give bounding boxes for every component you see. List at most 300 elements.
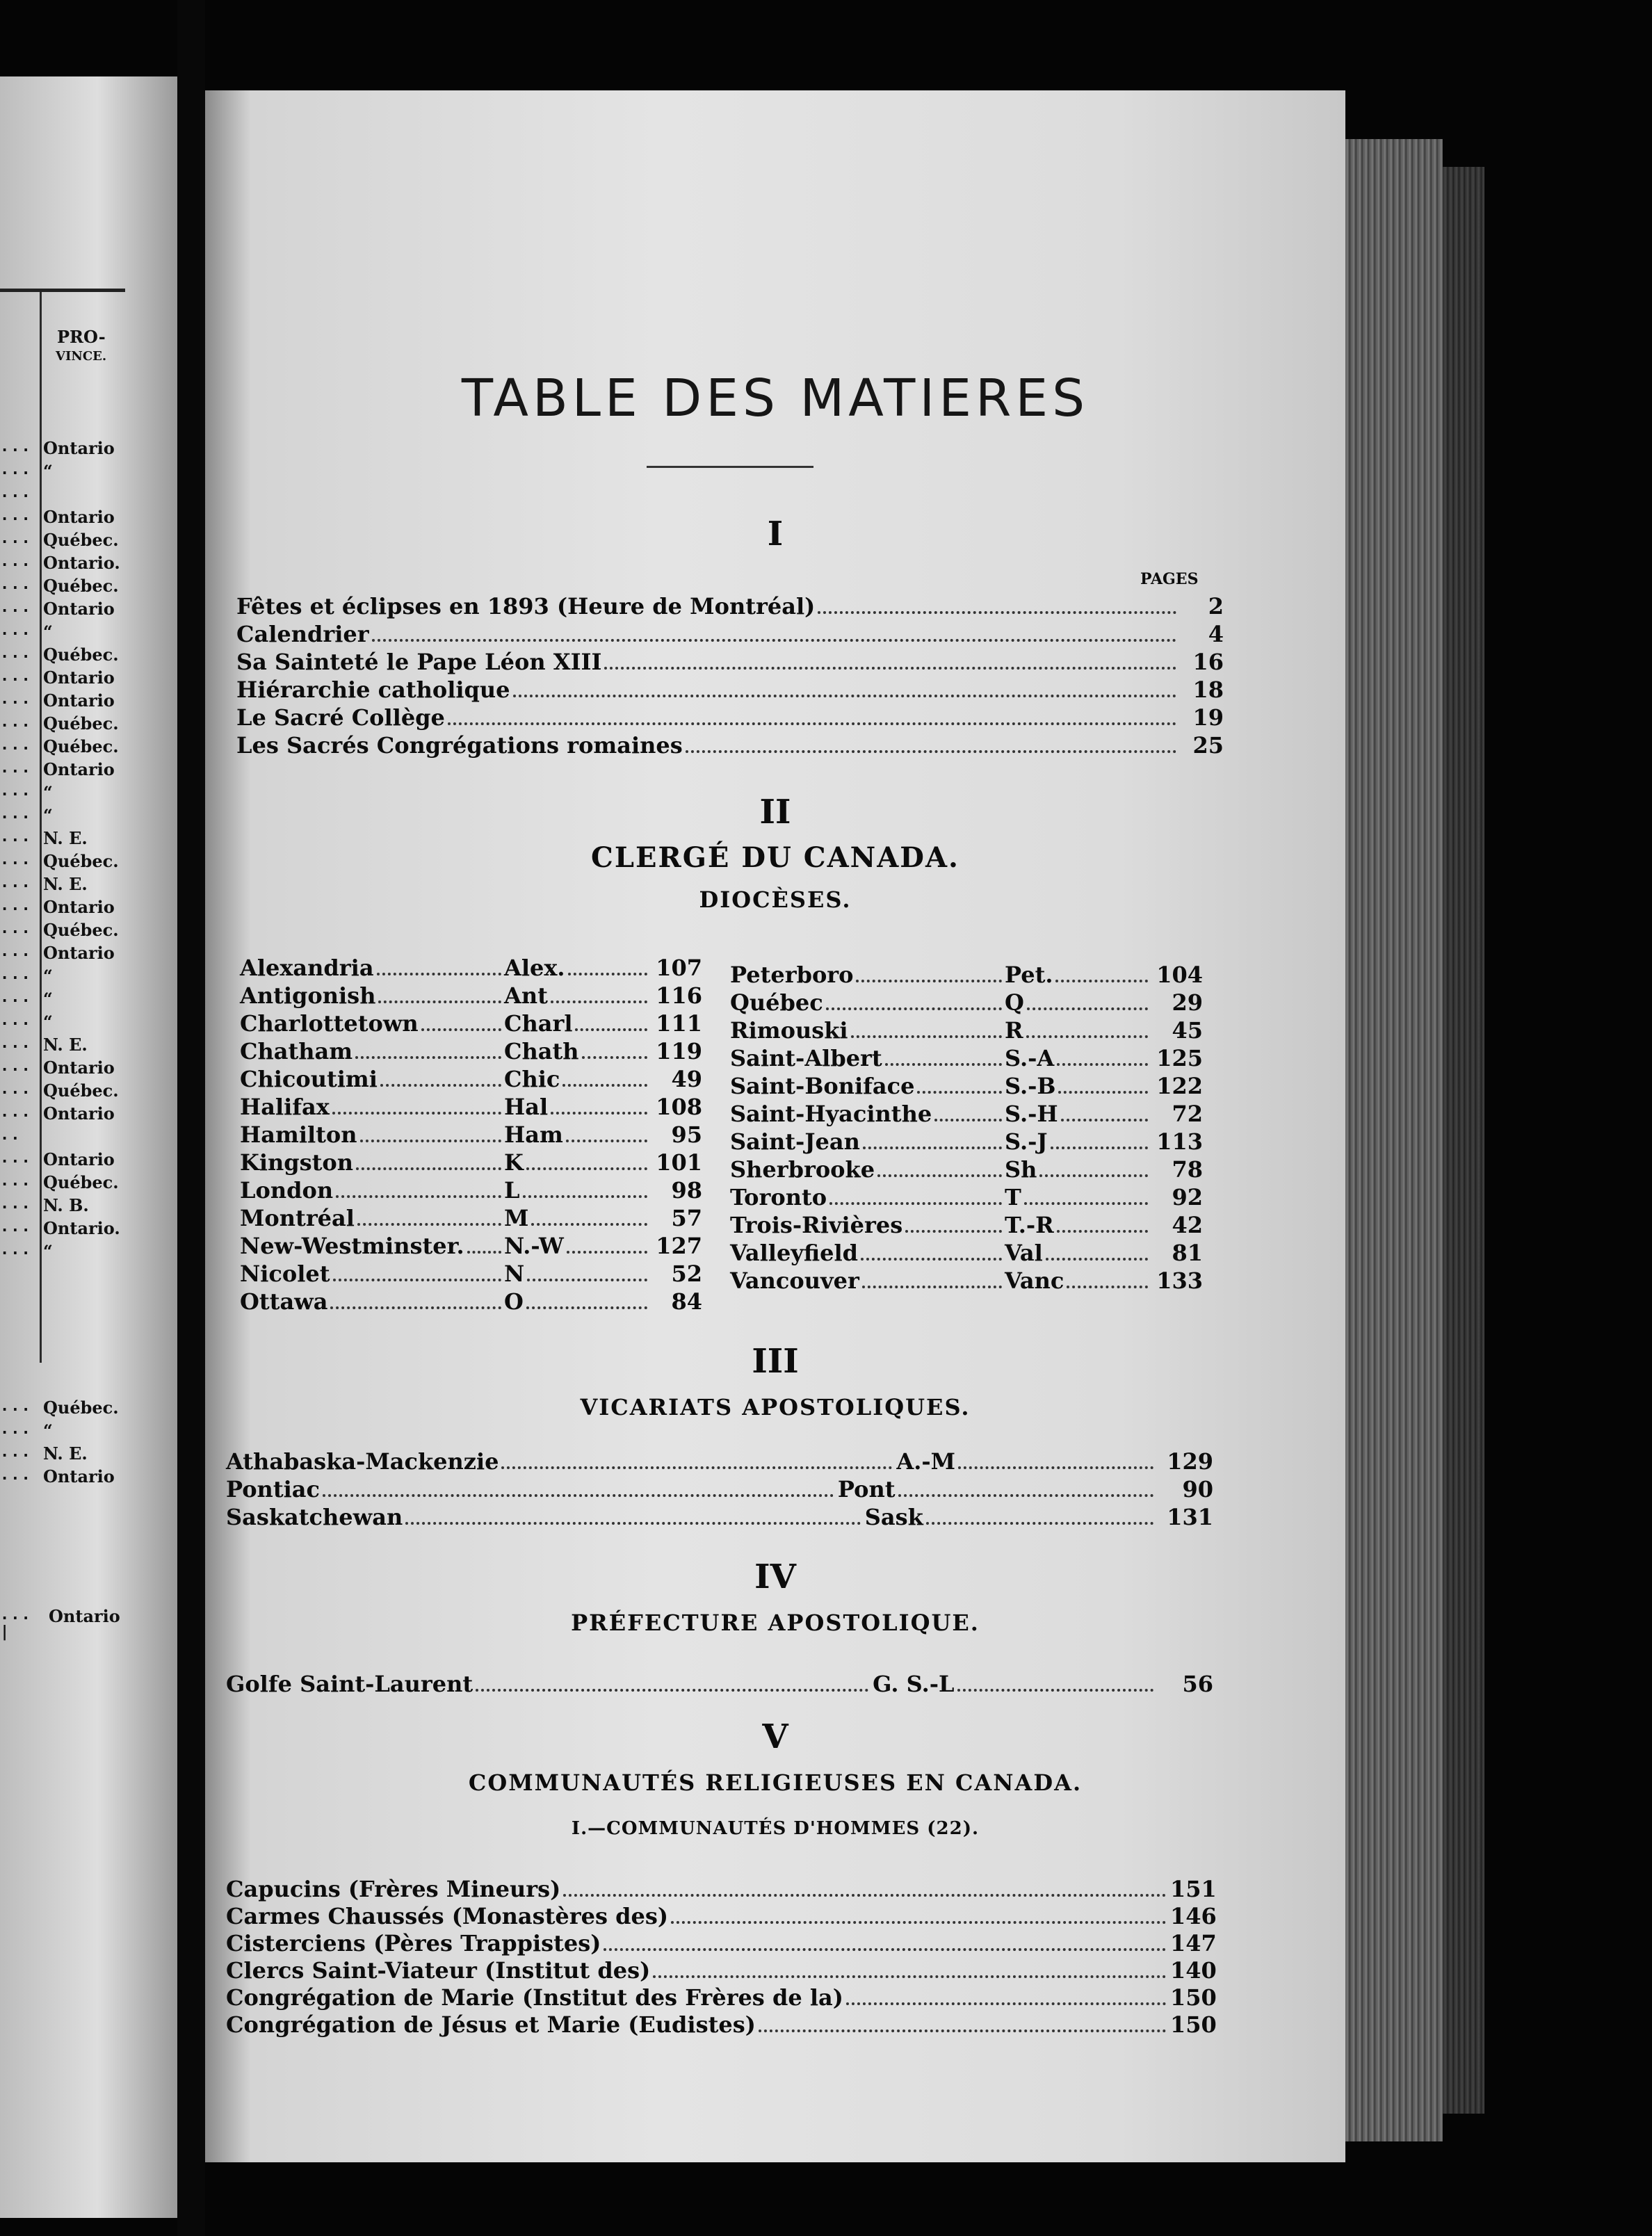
diocese-entry xyxy=(730,963,1203,988)
dot-leader xyxy=(934,1119,1002,1121)
left-page-row-province: “ xyxy=(43,805,53,825)
section-2-heading: CLERGÉ DU CANADA. xyxy=(591,841,959,874)
left-page-row-province: Québec. xyxy=(43,530,119,550)
pages-column-label: PAGES xyxy=(1140,570,1199,588)
left-page-row-dots: ... xyxy=(0,484,32,501)
diocese-page: 57 xyxy=(671,1205,702,1231)
diocese-name: Nicolet xyxy=(240,1261,330,1287)
toc-entry-title: Congrégation de Marie (Institut des Frères de la) xyxy=(226,1984,843,2011)
diocese-abbreviation: K xyxy=(504,1149,524,1176)
left-page-row xyxy=(0,782,177,804)
diocese-name: Peterboro xyxy=(730,962,854,988)
dot-leader xyxy=(567,1251,647,1254)
left-page-row-dots: ... xyxy=(0,1218,32,1236)
dot-leader xyxy=(562,1084,647,1087)
diocese-entry xyxy=(730,1185,1203,1210)
toc-entry-title: Cisterciens (Pères Trappistes) xyxy=(226,1930,601,1956)
diocese-abbr-cell xyxy=(504,1288,650,1315)
diocese-name-cell xyxy=(240,1233,504,1259)
diocese-name-cell xyxy=(730,1267,1005,1294)
dot-leader xyxy=(862,1286,1002,1288)
diocese-page: 84 xyxy=(671,1288,702,1315)
toc-entry-page: 146 xyxy=(1170,1903,1217,1929)
left-page-row-dots: ... xyxy=(0,599,32,616)
left-page-row-dots: ... xyxy=(0,461,32,478)
toc-entry xyxy=(236,678,1224,703)
dot-leader xyxy=(957,1689,1153,1692)
diocese-name-cell xyxy=(730,1240,1005,1266)
left-page-row xyxy=(0,966,177,988)
left-page-row xyxy=(0,530,177,552)
dot-leader xyxy=(372,639,1176,642)
dot-leader xyxy=(846,2002,1166,2005)
diocese-name-cell xyxy=(240,1066,504,1092)
toc-entry-title: Le Sacré Collège xyxy=(236,704,445,731)
toc-entry-page: 147 xyxy=(1170,1930,1217,1956)
diocese-entry xyxy=(730,1046,1203,1071)
diocese-page: 113 xyxy=(1156,1128,1203,1155)
toc-entry xyxy=(226,1930,1217,1956)
toc-entry xyxy=(226,1477,1213,1502)
left-page-row xyxy=(0,1103,177,1126)
diocese-abbreviation: N.-W xyxy=(504,1233,564,1259)
left-page-row-dots: ... xyxy=(0,530,32,547)
left-page-header-line-2: VINCE. xyxy=(56,349,107,364)
toc-entry xyxy=(236,706,1224,731)
section-5-heading: COMMUNAUTÉS RELIGIEUSES EN CANADA. xyxy=(468,1769,1083,1796)
left-page-row-province: Ontario xyxy=(43,667,115,688)
left-page-row xyxy=(0,1398,177,1420)
diocese-abbreviation: O xyxy=(504,1288,524,1315)
dot-leader xyxy=(1058,1091,1148,1094)
diocese-name: Antigonish xyxy=(240,982,376,1009)
toc-entry-name: Athabaska-Mackenzie xyxy=(226,1448,499,1475)
diocese-entry xyxy=(730,1102,1203,1127)
dot-leader xyxy=(1027,1007,1148,1010)
diocese-page: 122 xyxy=(1156,1073,1203,1099)
left-page-row-province: Ontario xyxy=(43,507,115,527)
left-page-row-dots: ... xyxy=(0,989,32,1006)
diocese-entry xyxy=(240,984,702,1009)
dot-leader xyxy=(1055,980,1148,982)
dot-leader xyxy=(905,1230,1002,1233)
dot-leader xyxy=(898,1494,1153,1497)
diocese-name: Saint-Hyacinthe xyxy=(730,1101,932,1127)
left-page-row-province: N. E. xyxy=(43,1035,88,1055)
diocese-abbr-cell xyxy=(1005,1156,1151,1183)
toc-entry-title: Hiérarchie catholique xyxy=(236,677,510,703)
diocese-name: Vancouver xyxy=(730,1267,859,1294)
diocese-abbr-cell xyxy=(1005,1073,1151,1099)
toc-entry xyxy=(226,1903,1217,1929)
diocese-entry xyxy=(730,1019,1203,1044)
diocese-name-cell xyxy=(240,955,504,981)
toc-entry xyxy=(226,1505,1213,1530)
diocese-abbreviation: Q xyxy=(1005,989,1024,1016)
left-page-row-province: “ xyxy=(43,782,53,802)
toc-entry xyxy=(226,1672,1213,1697)
left-page-row-dots: ... xyxy=(0,736,32,754)
diocese-entry xyxy=(240,1178,702,1204)
toc-entry-page: 150 xyxy=(1170,2011,1217,2038)
dot-leader xyxy=(355,1056,501,1059)
dot-leader xyxy=(421,1028,501,1031)
dot-leader xyxy=(563,1894,1166,1897)
left-page-row-province: “ xyxy=(43,989,53,1009)
toc-entry-page: 56 xyxy=(1182,1671,1213,1697)
left-page-row xyxy=(0,667,177,690)
diocese-page: 108 xyxy=(656,1094,702,1120)
toc-entry-page: 25 xyxy=(1192,732,1224,759)
left-page-row-province: N. E. xyxy=(43,828,88,848)
dot-leader xyxy=(1061,1119,1148,1121)
left-page-row-province: “ xyxy=(43,1012,53,1032)
dot-leader xyxy=(958,1466,1153,1469)
diocese-abbreviation: Vanc xyxy=(1005,1267,1064,1294)
left-page-row xyxy=(0,1172,177,1194)
diocese-entry xyxy=(240,956,702,981)
diocese-name-cell xyxy=(240,1205,504,1231)
dot-leader xyxy=(378,1000,501,1003)
toc-entry-page: 131 xyxy=(1167,1504,1213,1530)
toc-entry-title: Calendrier xyxy=(236,621,369,647)
left-page-row-dots: ... xyxy=(0,782,32,800)
left-page-row-dots: ... xyxy=(0,1398,32,1415)
title-rule xyxy=(647,466,813,468)
left-page-row xyxy=(0,1012,177,1034)
diocese-name: Halifax xyxy=(240,1094,330,1120)
diocese-name: Saint-Jean xyxy=(730,1128,860,1155)
section-4-numeral: IV xyxy=(754,1557,796,1596)
left-page-row xyxy=(0,1149,177,1172)
dot-leader xyxy=(566,1140,647,1142)
diocese-name-cell xyxy=(730,1101,1005,1127)
dot-leader xyxy=(604,667,1176,670)
diocese-abbr-cell xyxy=(1005,1101,1151,1127)
dot-leader xyxy=(1026,1035,1148,1038)
left-page-row xyxy=(0,920,177,942)
toc-entry-page: 4 xyxy=(1208,621,1224,647)
diocese-page: 29 xyxy=(1172,989,1203,1016)
left-page-row-province: N. E. xyxy=(43,1443,88,1464)
left-page-row-dots: ... xyxy=(0,1443,32,1461)
section-3-heading: VICARIATS APOSTOLIQUES. xyxy=(580,1394,971,1420)
dot-leader xyxy=(332,1112,501,1115)
book-binding-gap xyxy=(177,0,205,2236)
diocese-name: Chicoutimi xyxy=(240,1066,378,1092)
diocese-abbr-cell xyxy=(504,1121,650,1148)
dot-leader xyxy=(356,1167,501,1170)
left-page-row xyxy=(0,1443,177,1466)
diocese-page: 111 xyxy=(656,1010,702,1037)
left-page-row xyxy=(0,553,177,575)
dot-leader xyxy=(653,1975,1166,1978)
section-2-numeral: II xyxy=(759,793,791,832)
diocese-page: 72 xyxy=(1172,1101,1203,1127)
diocese-name: Charlottetown xyxy=(240,1010,419,1037)
diocese-abbreviation: Sh xyxy=(1005,1156,1037,1183)
toc-entry-abbreviation: G. S.-L xyxy=(873,1671,955,1697)
dot-leader xyxy=(926,1522,1153,1525)
left-page-row-dots: ... xyxy=(0,1012,32,1029)
dot-leader xyxy=(686,750,1176,753)
left-page-row xyxy=(0,1606,177,1641)
diocese-abbreviation: Ham xyxy=(504,1121,563,1148)
dot-leader xyxy=(877,1174,1002,1177)
left-page-row xyxy=(0,1420,177,1443)
diocese-name: Trois-Rivières xyxy=(730,1212,903,1238)
left-page-row-province: Québec. xyxy=(43,1398,119,1418)
diocese-name-cell xyxy=(730,962,1005,988)
diocese-abbr-cell xyxy=(1005,962,1151,988)
toc-entry xyxy=(236,594,1224,619)
toc-entry-abbreviation: A.-M xyxy=(896,1448,956,1475)
diocese-abbreviation: T xyxy=(1005,1184,1021,1210)
dot-leader xyxy=(856,980,1002,982)
diocese-name: Rimouski xyxy=(730,1017,848,1044)
diocese-name-cell xyxy=(240,1121,504,1148)
left-page-row-dots: ... xyxy=(0,1058,32,1075)
diocese-abbreviation: Pet. xyxy=(1005,962,1053,988)
diocese-name-cell xyxy=(240,1094,504,1120)
diocese-page: 52 xyxy=(671,1261,702,1287)
diocese-abbr-cell xyxy=(504,1038,650,1064)
diocese-abbr-cell xyxy=(1005,1128,1151,1155)
left-page-row-province: Ontario xyxy=(43,759,115,779)
left-page-row-dots: ... xyxy=(0,851,32,868)
diocese-name: Montréal xyxy=(240,1205,355,1231)
diocese-page: 78 xyxy=(1172,1156,1203,1183)
diocese-name-cell xyxy=(730,1073,1005,1099)
toc-entry-abbreviation: Sask xyxy=(864,1504,923,1530)
diocese-name-cell xyxy=(730,1156,1005,1183)
dot-leader xyxy=(526,1167,647,1170)
diocese-entry xyxy=(240,1234,702,1259)
diocese-page: 45 xyxy=(1172,1017,1203,1044)
dot-leader xyxy=(826,1007,1002,1010)
dot-leader xyxy=(551,1112,647,1115)
section-4-heading: PRÉFECTURE APOSTOLIQUE. xyxy=(571,1610,980,1636)
diocese-name-cell xyxy=(240,1010,504,1037)
left-page-row-dots: ... xyxy=(0,438,32,455)
left-page-row-dots: ... xyxy=(0,759,32,777)
left-page-row xyxy=(0,943,177,965)
left-page-row-province: Ontario xyxy=(43,1149,115,1169)
left-page-top-rule xyxy=(0,289,125,292)
left-page-row-province: Ontario xyxy=(43,897,115,917)
diocese-abbreviation: S.-A xyxy=(1005,1045,1055,1071)
left-page-row-dots: ... xyxy=(0,943,32,960)
left-page-row-dots: ... xyxy=(0,828,32,845)
left-page-row-province: “ xyxy=(43,1420,53,1441)
dot-leader xyxy=(551,1000,647,1003)
diocese-abbreviation: Val xyxy=(1005,1240,1043,1266)
left-page-row xyxy=(0,874,177,896)
left-page-row-province: Ontario xyxy=(43,943,115,963)
dot-leader xyxy=(671,1921,1166,1924)
diocese-entry xyxy=(240,1290,702,1315)
left-page-row xyxy=(0,736,177,759)
left-page-row xyxy=(0,989,177,1011)
diocese-name-cell xyxy=(240,1177,504,1204)
dot-leader xyxy=(476,1689,868,1692)
left-page-row-province: Québec. xyxy=(43,645,119,665)
diocese-name-cell xyxy=(240,1149,504,1176)
diocese-page: 81 xyxy=(1172,1240,1203,1266)
toc-entry-title: Sa Sainteté le Pape Léon XIII xyxy=(236,649,602,675)
dot-leader xyxy=(357,1223,501,1226)
dot-leader xyxy=(861,1258,1002,1261)
diocese-name-cell xyxy=(240,1288,504,1315)
toc-entry-title: Fêtes et éclipses en 1893 (Heure de Montréal) xyxy=(236,593,816,619)
left-page-row-province: Québec. xyxy=(43,713,119,734)
dot-leader xyxy=(568,973,647,975)
left-page-row xyxy=(0,461,177,483)
toc-entry-page: 150 xyxy=(1170,1984,1217,2011)
diocese-abbr-cell xyxy=(504,1261,650,1287)
left-page-row xyxy=(0,576,177,598)
diocese-abbr-cell xyxy=(1005,1267,1151,1294)
dot-leader xyxy=(333,1279,501,1281)
diocese-name-cell xyxy=(730,1212,1005,1238)
diocese-abbreviation: Hal xyxy=(504,1094,549,1120)
dot-leader xyxy=(501,1466,892,1469)
left-page-row xyxy=(0,645,177,667)
dot-leader xyxy=(527,1279,647,1281)
toc-entry-name: Golfe Saint-Laurent xyxy=(226,1671,473,1697)
dot-leader xyxy=(380,1084,501,1087)
toc-entry xyxy=(236,650,1224,675)
left-page-row-dots: .. xyxy=(0,1126,22,1144)
left-page-row-province: “ xyxy=(43,622,53,642)
left-page-row-dots: ... xyxy=(0,874,32,891)
diocese-entry xyxy=(240,1206,702,1231)
diocese-name-cell xyxy=(240,982,504,1009)
diocese-abbr-cell xyxy=(1005,1212,1151,1238)
diocese-abbreviation: N xyxy=(504,1261,525,1287)
left-page-row xyxy=(0,1126,177,1149)
left-facing-page xyxy=(0,76,177,2218)
diocese-abbreviation: Alex. xyxy=(504,955,565,981)
diocese-page: 107 xyxy=(656,955,702,981)
left-page-row-dots: ... xyxy=(0,1172,32,1190)
left-page-row-province: Québec. xyxy=(43,736,119,756)
diocese-abbr-cell xyxy=(504,1094,650,1120)
diocese-entry xyxy=(730,1074,1203,1099)
left-page-row-dots: ... xyxy=(0,645,32,662)
left-page-row-dots: ... xyxy=(0,553,32,570)
diocese-name: New-Westminster. xyxy=(240,1233,464,1259)
left-page-row-dots: ... xyxy=(0,1195,32,1213)
diocese-abbr-cell xyxy=(1005,1184,1151,1210)
left-page-row xyxy=(0,759,177,781)
diocese-name: Toronto xyxy=(730,1184,827,1210)
section-2-subheading: DIOCÈSES. xyxy=(699,886,852,913)
diocese-name-cell xyxy=(240,1261,504,1287)
left-page-row-province: Ontario xyxy=(43,690,115,711)
toc-entry xyxy=(226,2011,1217,2038)
diocese-name: Ottawa xyxy=(240,1288,328,1315)
diocese-name-cell xyxy=(730,1184,1005,1210)
diocese-name: Chatham xyxy=(240,1038,353,1064)
left-page-row-province: Ontario. xyxy=(43,1218,120,1238)
diocese-name: Saint-Boniface xyxy=(730,1073,915,1099)
dot-leader xyxy=(360,1140,501,1142)
left-page-row-dots: ... xyxy=(0,805,32,823)
diocese-abbreviation: T.-R xyxy=(1005,1212,1054,1238)
left-page-row xyxy=(0,1080,177,1103)
diocese-page: 98 xyxy=(671,1177,702,1204)
diocese-entry xyxy=(240,1262,702,1287)
diocese-abbr-cell xyxy=(504,982,650,1009)
left-page-row-dots: ... | xyxy=(0,1606,32,1641)
dot-leader xyxy=(531,1223,647,1226)
diocese-page: 119 xyxy=(656,1038,702,1064)
dot-leader xyxy=(1067,1286,1148,1288)
diocese-abbr-cell xyxy=(1005,1017,1151,1044)
diocese-page: 42 xyxy=(1172,1212,1203,1238)
left-page-row xyxy=(0,1466,177,1489)
dot-leader xyxy=(336,1195,501,1198)
diocese-abbr-cell xyxy=(504,955,650,981)
diocese-page: 116 xyxy=(656,982,702,1009)
toc-entry xyxy=(236,734,1224,759)
diocese-page: 127 xyxy=(656,1233,702,1259)
diocese-name: London xyxy=(240,1177,334,1204)
dot-leader xyxy=(829,1202,1002,1205)
left-page-row xyxy=(0,828,177,850)
toc-entry-title: Carmes Chaussés (Monastères des) xyxy=(226,1903,669,1929)
left-page-row-province: Québec. xyxy=(43,1172,119,1192)
left-page-row-dots: ... xyxy=(0,507,32,524)
diocese-abbr-cell xyxy=(504,1010,650,1037)
toc-entry-page: 151 xyxy=(1170,1876,1217,1902)
toc-entry-title: Capucins (Frères Mineurs) xyxy=(226,1876,561,1902)
diocese-abbr-cell xyxy=(1005,1045,1151,1071)
toc-entry-title: Les Sacrés Congrégations romaines xyxy=(236,732,683,759)
diocese-entry xyxy=(240,1151,702,1176)
diocese-name-cell xyxy=(730,989,1005,1016)
dot-leader xyxy=(523,1195,648,1198)
diocese-abbreviation: L xyxy=(504,1177,520,1204)
diocese-abbr-cell xyxy=(504,1149,650,1176)
left-page-row xyxy=(0,713,177,736)
toc-entry xyxy=(226,1450,1213,1475)
toc-entry-page: 19 xyxy=(1192,704,1224,731)
diocese-entry xyxy=(240,1012,702,1037)
diocese-abbr-cell xyxy=(504,1177,650,1204)
left-page-row-province: N. E. xyxy=(43,874,88,894)
dot-leader xyxy=(448,722,1176,725)
left-page-row xyxy=(0,1195,177,1217)
section-5-subheading: I.—COMMUNAUTÉS D'HOMMES (22). xyxy=(571,1818,980,1839)
left-page-row xyxy=(0,438,177,460)
diocese-entry xyxy=(730,1158,1203,1183)
left-page-row-province: Québec. xyxy=(43,920,119,940)
diocese-abbreviation: M xyxy=(504,1205,529,1231)
page-title: TABLE DES MATIERES xyxy=(461,368,1090,428)
diocese-abbreviation: S.-B xyxy=(1005,1073,1056,1099)
dot-leader xyxy=(1046,1258,1148,1261)
toc-entry-page: 140 xyxy=(1170,1957,1217,1984)
left-page-row-dots: ... xyxy=(0,1466,32,1484)
left-page-row-dots: ... xyxy=(0,690,32,708)
diocese-page: 101 xyxy=(656,1149,702,1176)
diocese-entry xyxy=(240,1123,702,1148)
diocese-abbr-cell xyxy=(504,1205,650,1231)
left-page-row-dots: ... xyxy=(0,1149,32,1167)
dot-leader xyxy=(1057,1063,1148,1066)
